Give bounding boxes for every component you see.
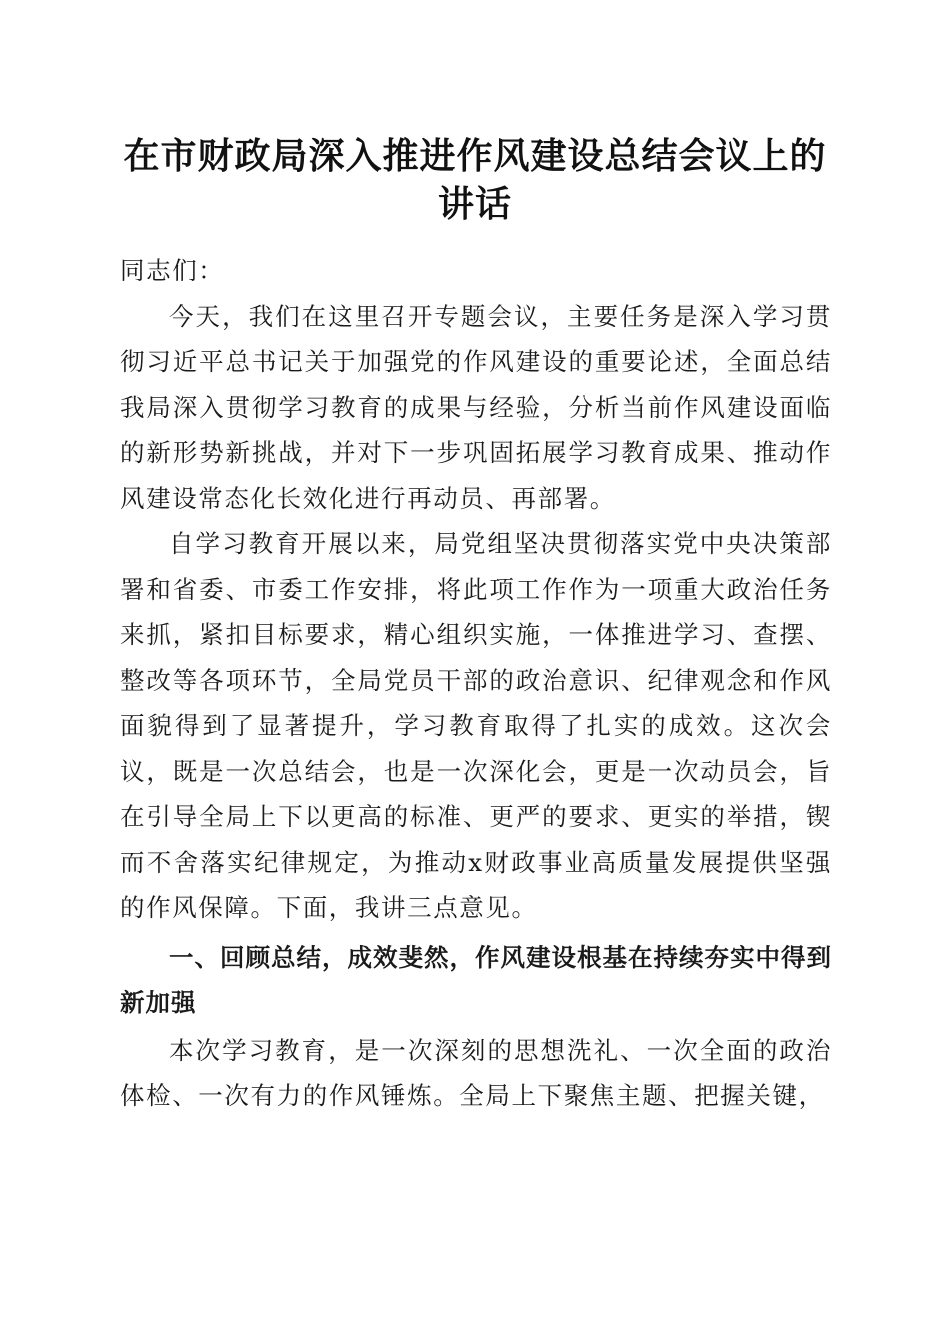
- paragraph-section-1: 本次学习教育，是一次深刻的思想洗礼、一次全面的政治体检、一次有力的作风锤炼。全局上下聚焦主题、把握关键，: [120, 1035, 832, 1110]
- document-title: 在市财政局深入推进作风建设总结会议上的讲话: [123, 135, 827, 225]
- section-heading-1: 一、回顾总结，成效斐然，作风建设根基在持续夯实中得到新加强: [120, 942, 832, 1017]
- paragraph-background: 自学习教育开展以来，局党组坚决贯彻落实党中央决策部署和省委、市委工作安排，将此项工作作为一项重大政治任务来抓，紧扣目标要求，精心组织实施，一体推进学习、查摆、整改等各项环节，全局党员干部的政治意识、纪律观念和作风面貌得到了显著提升，学习教育取得了扎实的成效。这次会议，既是一次总结会，也是一次深化会，更是一次动员会，旨在引导全局上下以更高的标准、更严的要求、更实的举措，锲而不舍落实纪律规定，为推动x财政事业高质量发展提供坚强的作风保障。下面，我讲三点意见。: [120, 529, 832, 922]
- document-body: [120, 248, 832, 1119]
- paragraph-intro: 今天，我们在这里召开专题会议，主要任务是深入学习贯彻习近平总书记关于加强党的作风建设的重要论述，全面总结我局深入贯彻学习教育的成果与经验，分析当前作风建设面临的新形势新挑战，并对下一步巩固拓展学习教育成果、推动作风建设常态化长效化进行再动员、再部署。: [120, 301, 832, 513]
- salutation: 同志们：: [120, 256, 225, 285]
